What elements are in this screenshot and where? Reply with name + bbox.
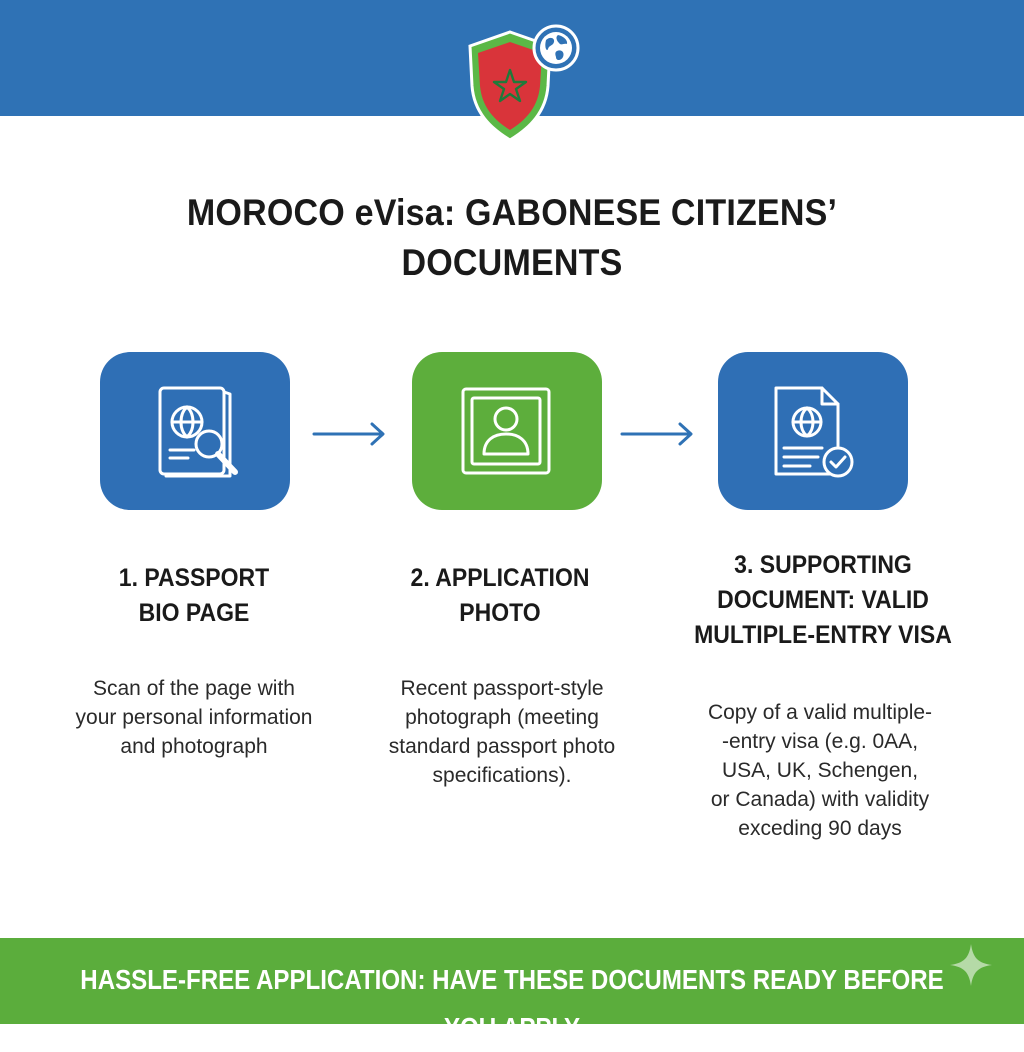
title-line: DOCUMENTS: [401, 242, 623, 283]
description-line: specifications).: [432, 764, 572, 787]
step-2-heading: [362, 561, 638, 631]
heading-line: 2. APPLICATION: [410, 564, 590, 592]
morocco-shield-globe-icon: [454, 24, 582, 146]
description-line: Copy of a valid multiple-: [707, 701, 933, 724]
description-line: and photograph: [120, 735, 268, 758]
arrow-right-icon: [312, 420, 388, 448]
description-line: standard passport photo: [388, 735, 616, 758]
description-line: Recent passport-style: [400, 677, 604, 700]
step-1-heading: [56, 561, 332, 631]
arrow-right-icon: [620, 420, 696, 448]
application-photo-tile: [412, 352, 602, 510]
description-line: -entry visa (e.g. 0AA,: [721, 730, 919, 753]
document-globe-check-icon: [718, 352, 908, 510]
step-1-description: [44, 674, 344, 761]
heading-line: MULTIPLE-ENTRY VISA: [694, 621, 952, 649]
description-line: exceding 90 days: [738, 817, 902, 840]
heading-line: BIO PAGE: [138, 599, 250, 627]
description-line: Scan of the page with: [93, 677, 295, 700]
title-line: MOROCO eVisa: GABONESE CITIZENS’: [186, 192, 838, 233]
passport-magnifier-icon: [100, 352, 290, 510]
step-2-description: [352, 674, 652, 790]
heading-line: 3. SUPPORTING: [734, 551, 912, 579]
page-title: [144, 188, 880, 288]
sparkle-icon: [946, 940, 996, 990]
description-line: USA, UK, Schengen,: [721, 759, 919, 782]
portrait-photo-icon: [412, 352, 602, 510]
passport-bio-page-tile: [100, 352, 290, 510]
supporting-document-tile: [718, 352, 908, 510]
description-line: your personal information: [75, 706, 313, 729]
heading-line: DOCUMENT: VALID: [717, 586, 929, 614]
footer-banner-text: HASSLE-FREE APPLICATION: HAVE THESE DOCUMENTS READY BEFORE YOU APPLY: [80, 964, 944, 1043]
heading-line: PHOTO: [459, 599, 541, 627]
description-line: or Canada) with validity: [710, 788, 930, 811]
description-line: photograph (meeting: [405, 706, 599, 729]
heading-line: 1. PASSPORT: [118, 564, 270, 592]
step-3-description: [670, 698, 970, 843]
step-3-heading: [671, 548, 975, 653]
